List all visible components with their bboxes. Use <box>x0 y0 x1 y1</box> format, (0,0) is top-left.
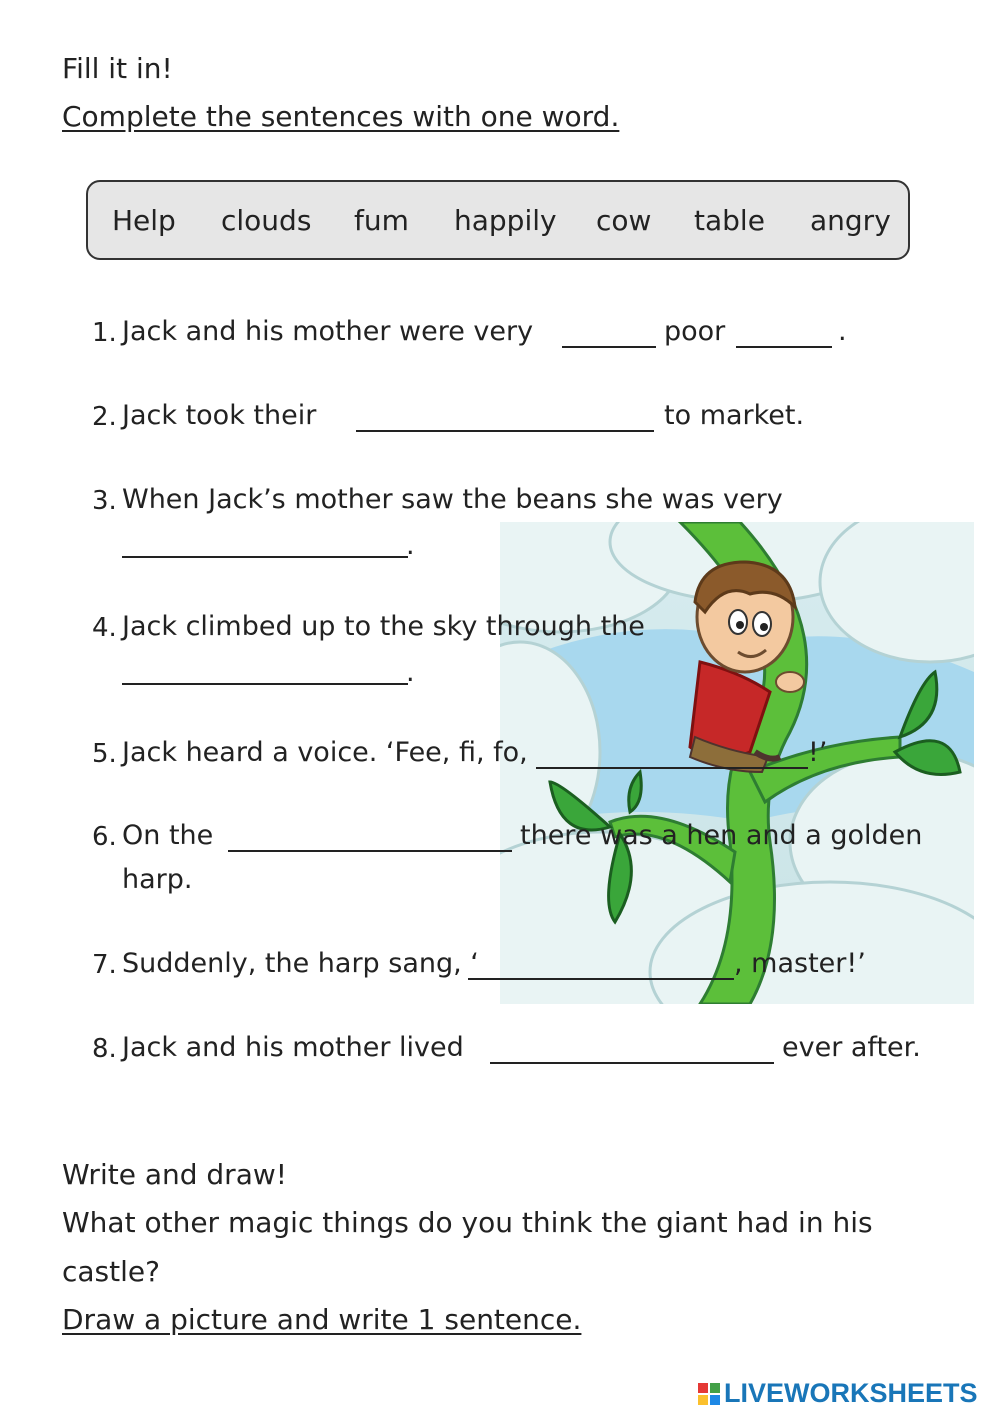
question-text: poor <box>664 316 726 347</box>
logo-text: LIVEWORKSHEETS <box>724 1378 978 1408</box>
question-text: Jack heard a voice. ‘Fee, fi, fo, <box>122 737 528 768</box>
answer-blank[interactable] <box>490 1062 774 1064</box>
answer-blank[interactable] <box>736 346 832 348</box>
question-number: 7. <box>92 950 117 980</box>
question-number: 6. <box>92 822 117 852</box>
question-number: 4. <box>92 613 117 643</box>
word-bank <box>86 180 910 260</box>
question-text: , master!’ <box>734 948 866 979</box>
question-text: harp. <box>122 864 193 895</box>
word-bank-item: table <box>694 204 765 237</box>
question-text: !’ <box>808 737 828 768</box>
liveworksheets-logo[interactable] <box>698 1378 978 1409</box>
logo-icon <box>698 1383 720 1405</box>
question-text: Jack and his mother were very <box>122 316 534 347</box>
page-title: Fill it in! <box>62 52 173 85</box>
word-bank-item: happily <box>454 204 557 237</box>
word-bank-item: cow <box>596 204 652 237</box>
answer-blank[interactable] <box>562 346 656 348</box>
question-number: 8. <box>92 1034 117 1064</box>
instruction-text: Complete the sentences with one word. <box>62 100 620 133</box>
question-text: ever after. <box>782 1032 921 1063</box>
question-number: 5. <box>92 739 117 769</box>
question-text: On the <box>122 820 214 851</box>
question-text: Jack took their <box>122 400 317 431</box>
word-bank-item: angry <box>810 204 891 237</box>
question-number: 3. <box>92 486 117 516</box>
answer-blank[interactable] <box>122 683 408 685</box>
question-text: When Jack’s mother saw the beans she was very <box>122 484 783 515</box>
question-number: 1. <box>92 318 117 348</box>
word-bank-item: fum <box>354 204 409 237</box>
section-instruction: Draw a picture and write 1 sentence. <box>62 1303 582 1336</box>
jack-beanstalk-illustration <box>500 522 974 1004</box>
section-question: What other magic things do you think the giant had in his <box>62 1206 873 1239</box>
question-text: Jack climbed up to the sky through the <box>122 611 645 642</box>
question-text: Suddenly, the harp sang, ‘ <box>122 948 479 979</box>
question-text: to market. <box>664 400 805 431</box>
question-text: there was a hen and a golden <box>520 820 923 851</box>
section-question: castle? <box>62 1255 160 1288</box>
word-bank-item: clouds <box>221 204 312 237</box>
answer-blank[interactable] <box>122 556 408 558</box>
question-text: . <box>406 530 415 561</box>
question-text: Jack and his mother lived <box>122 1032 464 1063</box>
section-title: Write and draw! <box>62 1158 287 1191</box>
word-bank-item: Help <box>112 204 176 237</box>
answer-blank[interactable] <box>228 850 512 852</box>
answer-blank[interactable] <box>468 978 734 980</box>
answer-blank[interactable] <box>356 430 654 432</box>
question-text: . <box>406 657 415 688</box>
question-text: . <box>838 316 847 347</box>
answer-blank[interactable] <box>536 767 808 769</box>
question-number: 2. <box>92 402 117 432</box>
